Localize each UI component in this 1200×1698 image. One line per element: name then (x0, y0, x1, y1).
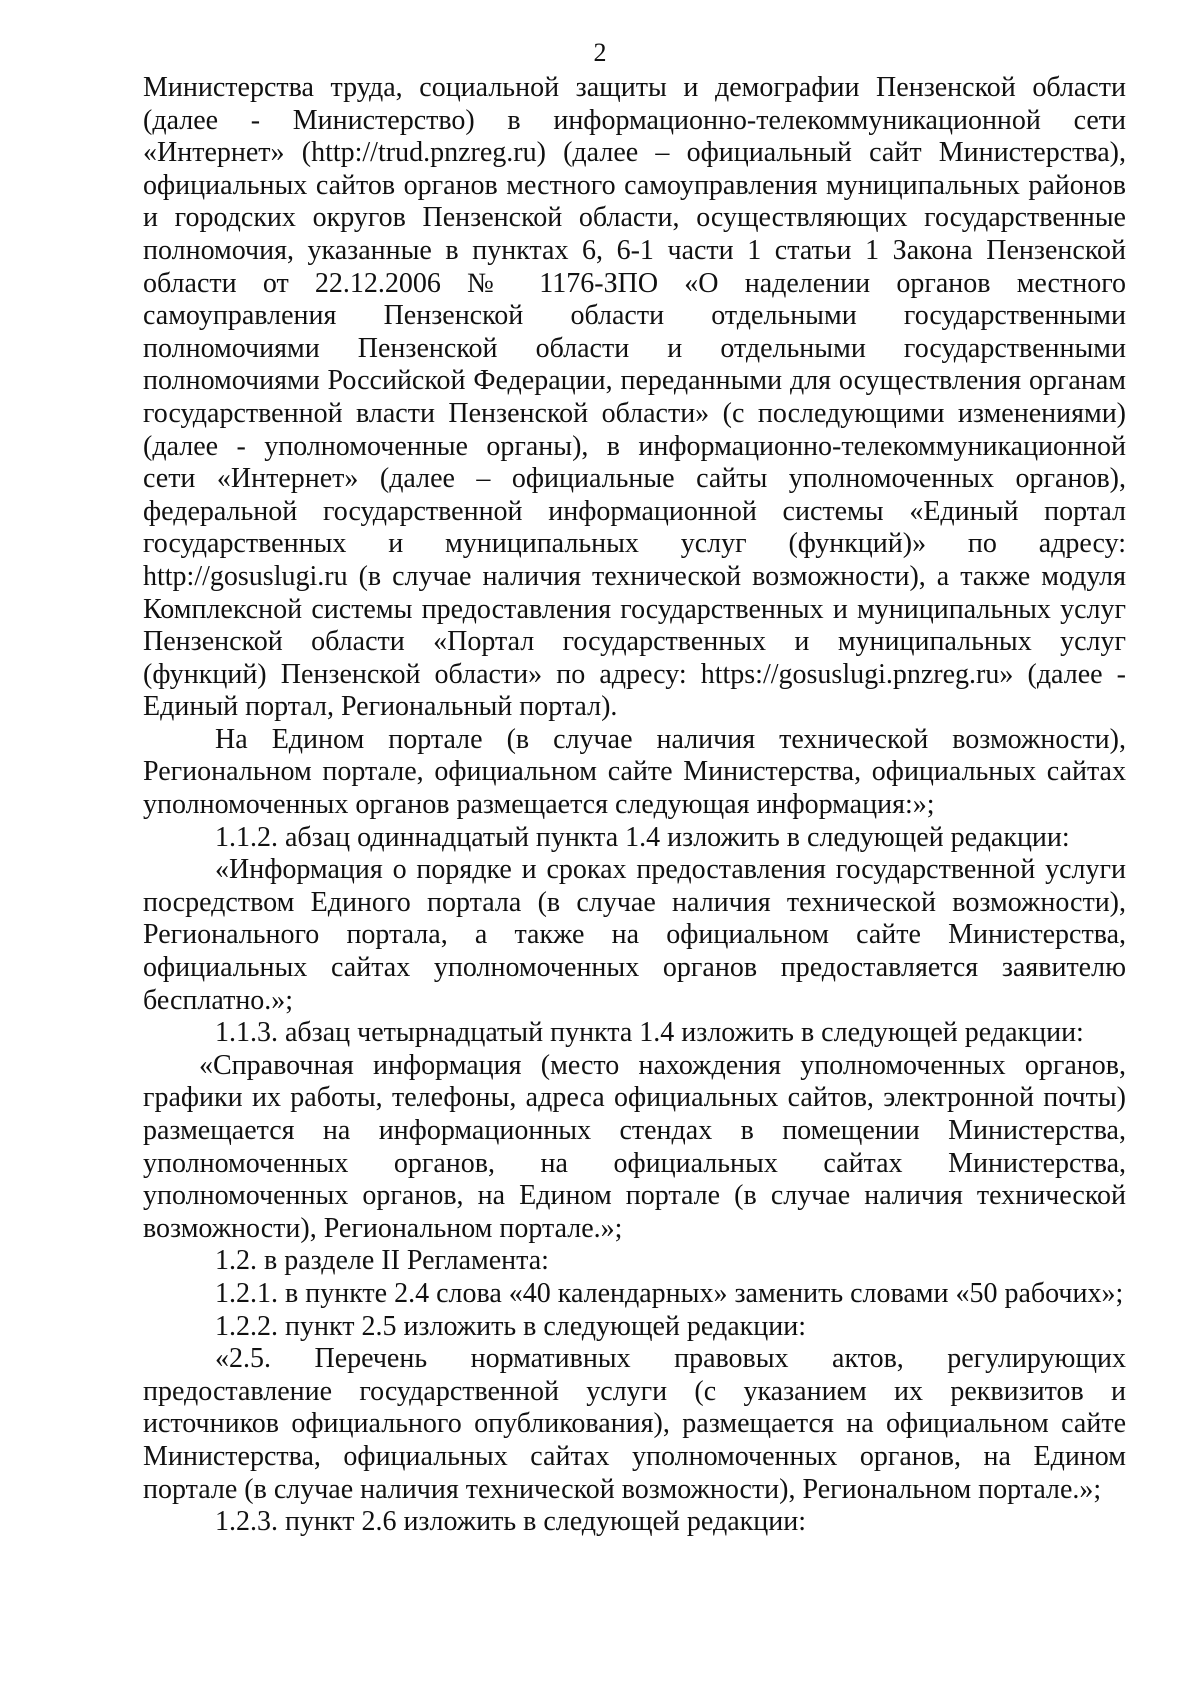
page-number: 2 (593, 38, 607, 67)
paragraph: «2.5. Перечень нормативных правовых актов, регулирующих предоставление государственной услуги (с указанием их реквизитов и источников официального опубликования), размещается на официальном сайте Министерства, официальных сайтах уполномоченных органов, на Едином портале (в случае наличия технической возможности), Региональном портале.»; (143, 1343, 1126, 1505)
paragraph: «Информация о порядке и сроках предоставления государственной услуги посредством Единого портала (в случае наличия технической возможности), Регионального портала, а также на официальном сайте Министерства, официальных сайтах уполномоченных органов предоставляется заявителю бесплатно.»; (143, 854, 1126, 1016)
paragraph: 1.1.2. абзац одиннадцатый пункта 1.4 изложить в следующей редакции: (215, 821, 1070, 853)
paragraph: «Справочная информация (место нахождения уполномоченных органов, графики их работы, телефоны, адреса официальных сайтов, электронной почты) размещается на информационных стендах в помещении Министерства, уполномоченных органов, на официальных сайтах Министерства, уполномоченных органов, на Едином портале (в случае наличия технической возможности), Региональном портале.»; (143, 1049, 1126, 1244)
paragraph: На Едином портале (в случае наличия технической возможности), Региональном портале, официальном сайте Министерства, официальных сайтах уполномоченных органов размещается следующая информация:»; (143, 723, 1126, 821)
paragraph: Министерства труда, социальной защиты и демографии Пензенской области (далее - Министерство) в информационно-телекоммуникационной сети «Интернет» (http://trud.pnzreg.ru) (далее – официальный сайт Министерства), официальных сайтов органов местного самоуправления муниципальных районов и городских округов Пензенской области, осуществляющих государственные полномочия, указанные в пунктах 6, 6-1 части 1 статьи 1 Закона Пензенской области от 22.12.2006 № 1176-ЗПО «О наделении органов местного самоуправления Пензенской области отдельными государственными полномочиями Пензенской области и отдельными государственными полномочиями Российской Федерации, переданными для осуществления органам государственной власти Пензенской области» (с последующими изменениями) (далее - уполномоченные органы), в информационно-телекоммуникационной сети «Интернет» (далее – официальные сайты уполномоченных органов), федеральной государственной информационной системы «Единый портал государственных и муниципальных услуг (функций)» по адресу: http://gosuslugi.ru (в случае наличия технической возможности), а также модуля Комплексной системы предоставления государственных и муниципальных услуг Пензенской области «Портал государственных и муниципальных услуг (функций) Пензенской области» по адресу: https://gosuslugi.pnzreg.ru» (далее - Единый портал, Региональный портал). (143, 72, 1126, 723)
paragraph: 1.2.2. пункт 2.5 изложить в следующей редакции: (215, 1310, 806, 1342)
paragraph: 1.2. в разделе II Регламента: (215, 1245, 549, 1277)
document-body (143, 72, 1126, 1539)
paragraph: 1.1.3. абзац четырнадцатый пункта 1.4 изложить в следующей редакции: (215, 1017, 1084, 1049)
paragraph: 1.2.3. пункт 2.6 изложить в следующей редакции: (215, 1506, 806, 1538)
paragraph: 1.2.1. в пункте 2.4 слова «40 календарных» заменить словами «50 рабочих»; (215, 1277, 1124, 1309)
